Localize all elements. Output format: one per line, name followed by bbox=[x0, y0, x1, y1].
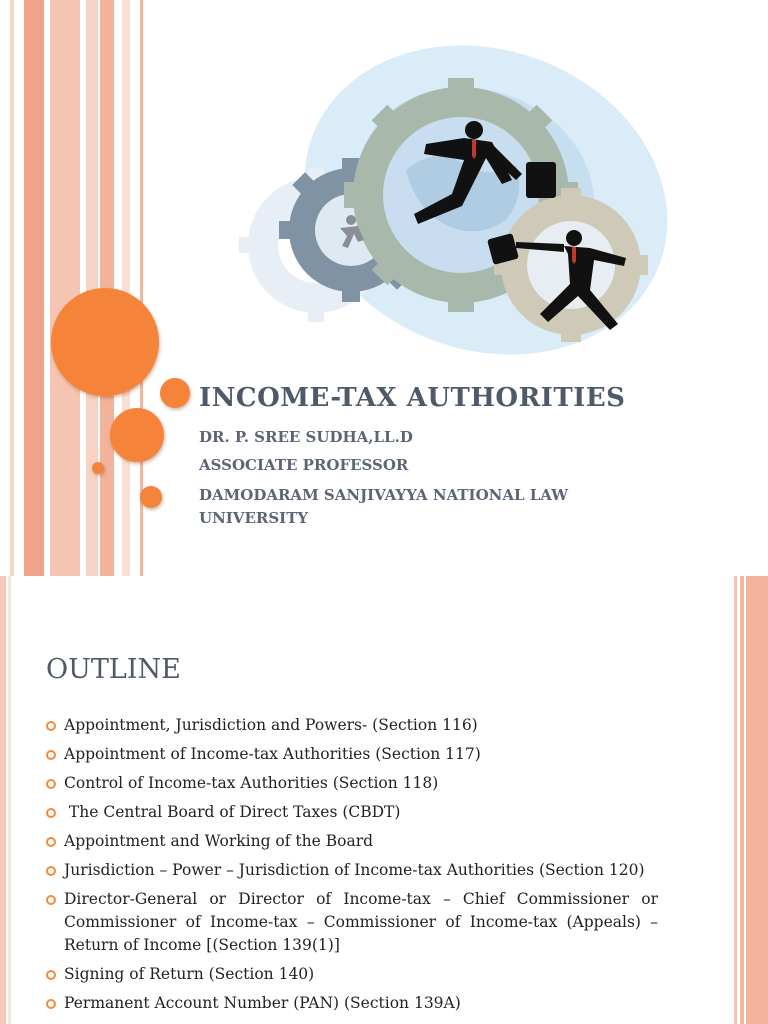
list-item bbox=[46, 830, 658, 853]
list-item-text: Appointment of Income-tax Authorities (Section 117) bbox=[64, 745, 481, 763]
decorative-circle bbox=[140, 486, 162, 508]
list-item-text: Director-General or Director of Income-tax – Chief Commissioner or Commissioner of Income-tax – Commissioner of Income-tax (Appeals) – Return of Income [(Section 139(1)] bbox=[64, 890, 658, 954]
ring-bullet-icon bbox=[46, 750, 56, 760]
decorative-stripe bbox=[740, 576, 744, 1024]
decorative-circle bbox=[110, 408, 164, 462]
presentation-title: INCOME-TAX AUTHORITIES bbox=[199, 383, 626, 413]
decorative-stripe bbox=[746, 576, 768, 1024]
decorative-stripe bbox=[734, 576, 737, 1024]
ring-bullet-icon bbox=[46, 808, 56, 818]
institution-name-line1: DAMODARAM SANJIVAYYA NATIONAL LAW bbox=[199, 486, 569, 504]
outline-list bbox=[46, 714, 658, 1021]
ring-bullet-icon bbox=[46, 970, 56, 980]
list-item-text: Permanent Account Number (PAN) (Section 139A) bbox=[64, 994, 461, 1012]
business-people-running-through-gears-icon bbox=[236, 30, 676, 390]
decorative-stripe bbox=[0, 576, 6, 1024]
list-item bbox=[46, 859, 658, 882]
decorative-circle bbox=[51, 288, 159, 396]
list-item-text: Appointment and Working of the Board bbox=[64, 832, 374, 850]
list-item bbox=[46, 888, 658, 957]
list-item bbox=[46, 743, 658, 766]
decorative-stripe bbox=[122, 0, 130, 576]
ring-bullet-icon bbox=[46, 837, 56, 847]
list-item bbox=[46, 963, 658, 986]
ring-bullet-icon bbox=[46, 779, 56, 789]
list-item-text: Signing of Return (Section 140) bbox=[64, 965, 315, 983]
decorative-stripe bbox=[10, 0, 14, 576]
decorative-circle bbox=[160, 378, 190, 408]
ring-bullet-icon bbox=[46, 999, 56, 1009]
decorative-stripe bbox=[24, 0, 44, 576]
decorative-stripe bbox=[8, 576, 11, 1024]
outline-slide bbox=[0, 576, 768, 1024]
outline-heading: OUTLINE bbox=[46, 654, 181, 685]
decorative-stripe bbox=[50, 0, 80, 576]
list-item bbox=[46, 801, 658, 824]
ring-bullet-icon bbox=[46, 866, 56, 876]
list-item-text: Control of Income-tax Authorities (Section 118) bbox=[64, 774, 439, 792]
author-designation: ASSOCIATE PROFESSOR bbox=[199, 456, 409, 474]
list-item bbox=[46, 992, 658, 1015]
ring-bullet-icon bbox=[46, 721, 56, 731]
decorative-circle bbox=[92, 462, 104, 474]
list-item bbox=[46, 714, 658, 737]
list-item-text: Jurisdiction – Power – Jurisdiction of Income-tax Authorities (Section 120) bbox=[64, 861, 645, 879]
institution-name-line2: UNIVERSITY bbox=[199, 509, 309, 527]
list-item bbox=[46, 772, 658, 795]
list-item-text: The Central Board of Direct Taxes (CBDT) bbox=[64, 803, 401, 821]
ring-bullet-icon bbox=[46, 895, 56, 905]
author-name: DR. P. SREE SUDHA,LL.D bbox=[199, 428, 413, 446]
list-item-text: Appointment, Jurisdiction and Powers- (Section 116) bbox=[64, 716, 478, 734]
